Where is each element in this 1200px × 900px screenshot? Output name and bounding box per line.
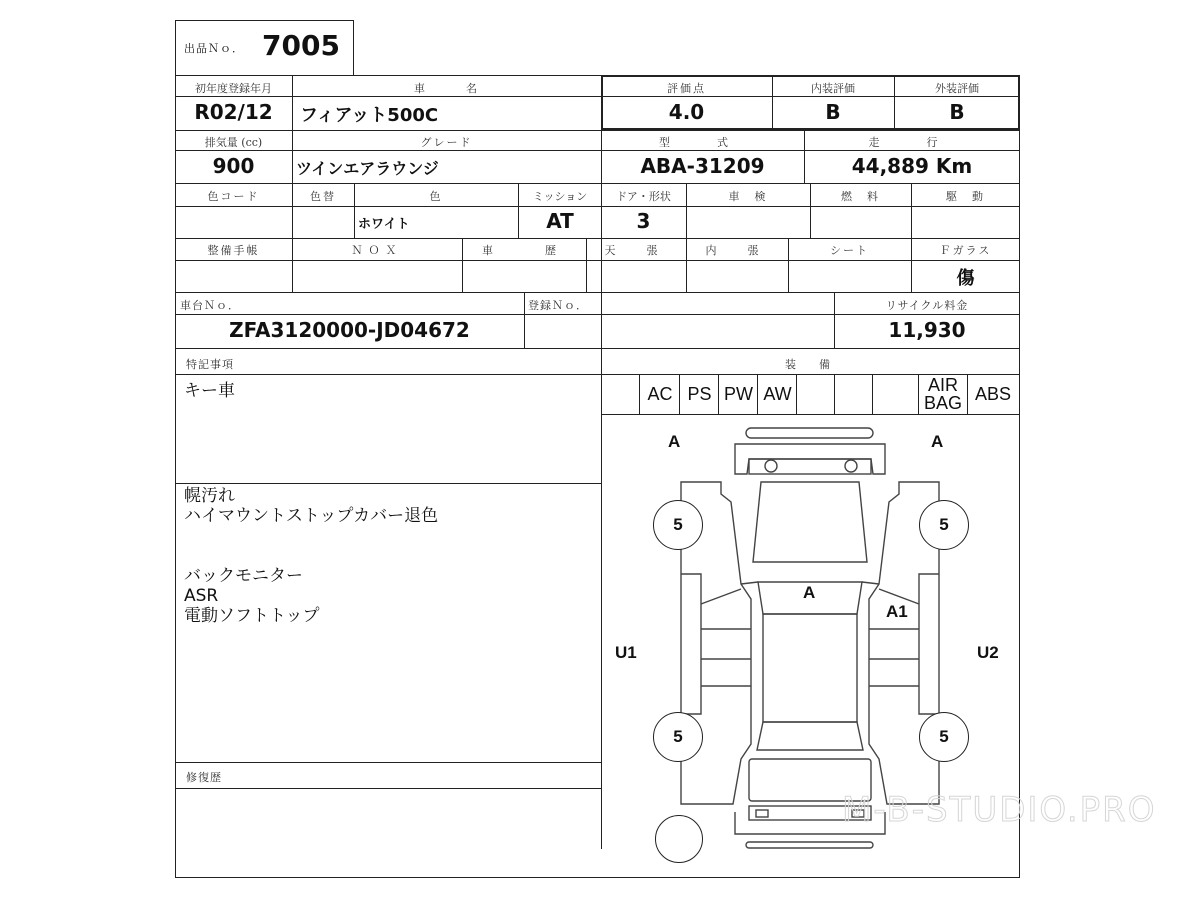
grade-value: ツインエアラウンジ — [296, 159, 439, 178]
car-name-label: 車 名 — [414, 82, 479, 95]
equipment-abs: ABS — [974, 384, 1012, 404]
mark-left-side: U1 — [615, 643, 637, 662]
notes-top: キー車 — [184, 381, 235, 401]
color-code-label: 色コード — [207, 190, 260, 203]
color-change-label: 色替 — [310, 190, 336, 203]
mission-value: AT — [546, 209, 574, 233]
mileage-label: 走 行 — [868, 136, 956, 149]
roof — [763, 614, 857, 722]
equipment-aw: AW — [757, 374, 797, 414]
score-value: 4.0 — [668, 100, 705, 124]
seat-label: シート — [830, 244, 869, 257]
chassis-label: 車台Ｎｏ． — [180, 299, 240, 312]
inner-lining-label: 内 張 — [705, 244, 769, 257]
mark-right-side: A1 — [886, 602, 908, 621]
wheel-front-right: 5 — [919, 500, 969, 550]
exterior-value: B — [949, 100, 965, 124]
fuel-label: 燃 料 — [841, 190, 880, 203]
color-value: ホワイト — [358, 217, 410, 232]
equipment-cell-blank — [601, 374, 639, 414]
maintenance-book-label: 整備手帳 — [207, 244, 260, 257]
mark-front-right: A — [931, 432, 944, 451]
door-value: 3 — [636, 209, 651, 233]
recycle-fee-value: 11,930 — [888, 318, 966, 342]
registration-value: R02/12 — [194, 100, 273, 124]
car-name-value: フィアット500C — [300, 105, 439, 126]
model-label: 型 式 — [659, 136, 746, 149]
mark-roof: A — [803, 583, 816, 602]
lot-number: 7005 — [262, 29, 340, 62]
lot-number-label: 出品Ｎｏ． — [184, 42, 244, 55]
model-value: ABA-31209 — [640, 154, 765, 178]
repair-history-label: 修復歴 — [186, 771, 222, 784]
displacement-value: 900 — [212, 154, 255, 178]
mark-front-left: A — [668, 432, 681, 451]
registration-no-label: 登録Ｎｏ． — [528, 299, 588, 312]
notes-bottom: 幌汚れ ハイマウントストップカバー退色 バックモニター ASR 電動ソフトトップ — [184, 486, 439, 626]
lot-number-box — [175, 20, 354, 76]
interior-label: 内装評価 — [811, 82, 855, 95]
rear-window — [757, 722, 863, 750]
front-bumper — [746, 428, 873, 438]
wheel-rear-right: 5 — [919, 712, 969, 762]
wheel-rear-left: 5 — [653, 712, 703, 762]
mark-right-door: U2 — [977, 643, 999, 662]
equipment-ac: AC — [639, 374, 680, 414]
notes-label: 特記事項 — [186, 358, 234, 371]
front-glass-value: 傷 — [956, 268, 975, 289]
equipment-pw: PW — [718, 374, 758, 414]
exterior-label: 外装評価 — [935, 82, 979, 95]
registration-label: 初年度登録年月 — [195, 82, 272, 95]
equipment-label: 装 備 — [785, 358, 836, 371]
vehicle-history-label: 車 歴 — [482, 244, 566, 257]
car-body-diagram — [601, 414, 1020, 849]
ceiling-label: 天 張 — [604, 244, 668, 257]
equipment-cell-blank — [872, 374, 919, 414]
displacement-label: 排気量 (cc) — [204, 136, 263, 149]
equipment-airbag: AIR BAG — [918, 374, 968, 414]
wheel-front-left: 5 — [653, 500, 703, 550]
equipment-cell-blank — [796, 374, 835, 414]
equipment-row — [601, 374, 1020, 414]
drive-label: 駆 動 — [946, 190, 985, 203]
equipment-cell-blank — [834, 374, 873, 414]
score-label: 評価点 — [667, 82, 706, 95]
mileage-value: 44,889 Km — [851, 154, 973, 178]
spare-tire-circle — [655, 815, 703, 863]
inspection-label: 車 検 — [728, 190, 768, 203]
grade-label: グレード — [420, 136, 473, 149]
front-glass-label: Ｆガラス — [939, 244, 992, 257]
nox-label: ＮＯＸ — [351, 244, 403, 257]
recycle-fee-label: リサイクル料金 — [885, 299, 969, 312]
hood — [753, 482, 867, 562]
color-label: 色 — [429, 190, 443, 203]
mission-label: ミッション — [532, 190, 588, 203]
interior-value: B — [825, 100, 841, 124]
door-label: ドア・形状 — [616, 190, 671, 203]
watermark: M-B-STUDIO.PRO — [842, 790, 1157, 830]
equipment-ps: PS — [679, 374, 719, 414]
chassis-value: ZFA3120000-JD04672 — [229, 318, 470, 342]
